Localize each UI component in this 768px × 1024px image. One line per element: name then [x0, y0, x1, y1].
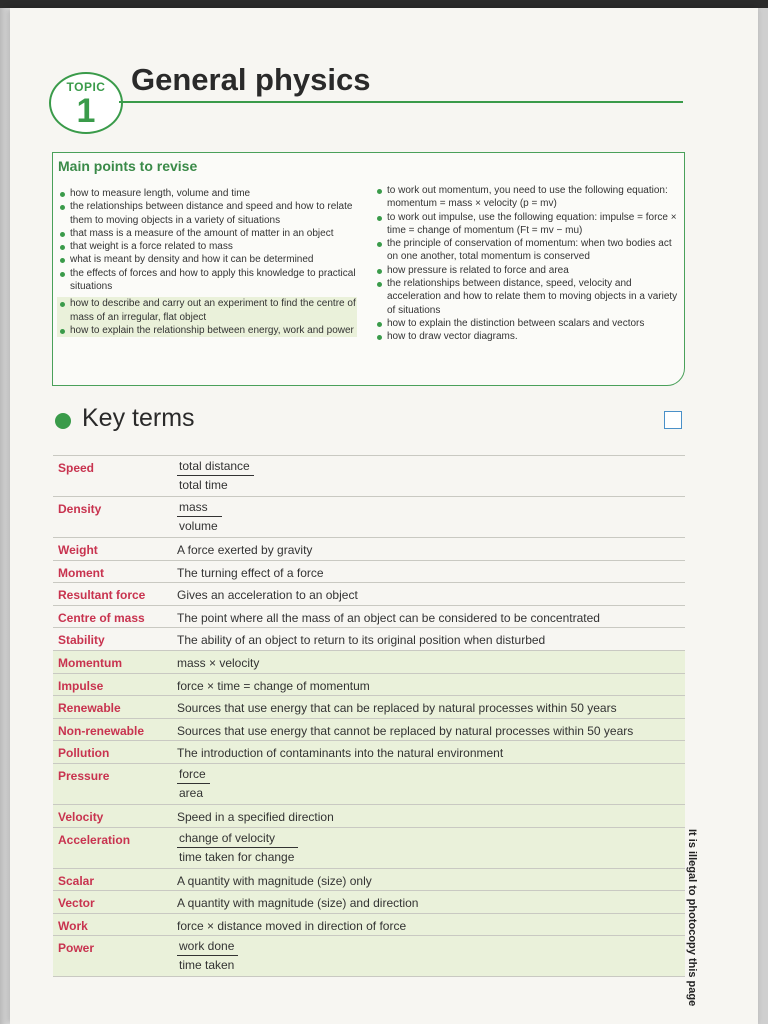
key-terms-table: [53, 455, 685, 977]
key-term-row: [53, 891, 685, 914]
copyright-side-note: It is illegal to photocopy this page: [686, 829, 698, 1007]
main-point: how to measure length, volume and time: [57, 187, 357, 200]
main-point: the effects of forces and how to apply this knowledge to practical situations: [57, 267, 357, 294]
fraction-denominator: total time: [179, 478, 228, 492]
fraction-denominator: time taken: [179, 958, 235, 973]
key-term-definition: Speed in a specified direction: [177, 809, 334, 824]
key-term-name: Velocity: [58, 809, 104, 824]
main-points-left-list: [57, 187, 357, 337]
key-term-definition: A force exerted by gravity: [177, 543, 313, 557]
key-term-name: Non-renewable: [58, 723, 145, 738]
key-term-name: Density: [58, 502, 102, 516]
key-term-row: [53, 696, 685, 719]
key-term-row: [53, 914, 685, 937]
fraction-numerator: change of velocity: [177, 831, 298, 848]
key-term-definition: mass × velocity: [177, 655, 260, 670]
fraction-denominator: volume: [179, 519, 218, 533]
key-term-name: Vector: [58, 896, 95, 911]
key-term-definition: force × time = change of momentum: [177, 678, 370, 693]
fraction-numerator: mass: [177, 500, 222, 517]
key-term-fraction: [177, 767, 210, 800]
main-point: how to explain the distinction between scalars and vectors: [374, 317, 680, 330]
main-point: how pressure is related to force and area: [374, 264, 680, 277]
key-term-row: [53, 828, 685, 869]
page-edge: [0, 0, 10, 1024]
topic-number: 1: [76, 92, 96, 130]
key-term-row: [53, 606, 685, 629]
chapter-title: General physics: [131, 62, 371, 97]
key-term-definition: The turning effect of a force: [177, 565, 324, 580]
main-point: how to draw vector diagrams.: [374, 330, 680, 343]
topic-badge: [49, 72, 123, 134]
key-term-name: Work: [58, 918, 88, 933]
key-term-row: [53, 455, 685, 497]
key-term-row: [53, 497, 685, 538]
main-point: the relationships between distance and speed and how to relate them to moving objects in a variety of situations: [57, 200, 357, 227]
main-point: to work out impulse, use the following equation: impulse = force × time = change of momentum (Ft = mv − mu): [374, 211, 680, 238]
key-term-name: Renewable: [58, 701, 121, 716]
top-edge: [0, 0, 768, 8]
key-term-name: Resultant force: [58, 588, 146, 603]
topic-label: TOPIC: [66, 80, 106, 94]
fraction-denominator: area: [179, 785, 204, 800]
key-term-name: Centre of mass: [58, 610, 145, 625]
key-term-row: [53, 719, 685, 742]
key-term-row: [53, 583, 685, 606]
main-points-box: [52, 152, 685, 386]
key-term-name: Power: [58, 941, 95, 956]
key-term-definition: A quantity with magnitude (size) and direction: [177, 896, 419, 911]
key-term-fraction: [177, 459, 254, 492]
key-term-name: Impulse: [58, 678, 104, 693]
key-term-row: [53, 764, 685, 805]
key-term-row: [53, 805, 685, 828]
key-term-name: Pollution: [58, 746, 110, 761]
key-term-definition: force × distance moved in direction of force: [177, 918, 407, 933]
key-term-row: [53, 936, 685, 977]
main-point-extended: how to explain the relationship between energy, work and power: [57, 324, 357, 337]
key-term-name: Speed: [58, 461, 95, 475]
fraction-numerator: force: [177, 767, 210, 784]
main-point: what is meant by density and how it can be determined: [57, 253, 357, 266]
main-point: to work out momentum, you need to use the following equation: momentum = mass × velocity (p = mv): [374, 184, 680, 211]
main-point: the principle of conservation of momentum: when two bodies act on one another, total momentum is conserved: [374, 237, 680, 264]
key-term-name: Pressure: [58, 768, 110, 783]
main-point: that weight is a force related to mass: [57, 240, 357, 253]
key-term-definition: Sources that use energy that can be replaced by natural processes within 50 years: [177, 701, 617, 716]
key-terms-heading: Key terms: [82, 404, 195, 432]
fraction-numerator: work done: [177, 939, 238, 956]
key-term-definition: The point where all the mass of an object can be considered to be concentrated: [177, 610, 600, 625]
key-term-row: [53, 869, 685, 892]
key-term-row: [53, 741, 685, 764]
key-term-row: [53, 651, 685, 674]
key-term-name: Stability: [58, 633, 105, 648]
main-point-extended: how to describe and carry out an experiment to find the centre of mass of an irregular, flat object: [57, 297, 357, 324]
key-term-fraction: [177, 831, 298, 864]
key-term-name: Scalar: [58, 873, 95, 888]
key-term-definition: Sources that use energy that cannot be replaced by natural processes within 50 years: [177, 723, 634, 738]
extended-points-band: [57, 297, 357, 337]
fraction-numerator: total distance: [177, 459, 254, 476]
key-term-name: Acceleration: [58, 832, 131, 847]
key-term-name: Momentum: [58, 655, 122, 670]
key-term-fraction: [177, 939, 238, 972]
key-terms-bullet-icon: [55, 413, 71, 429]
key-term-definition: The introduction of contaminants into the natural environment: [177, 746, 504, 761]
main-points-right-list: [374, 184, 680, 344]
key-term-row: [53, 538, 685, 561]
key-term-name: Moment: [58, 565, 104, 580]
key-term-row: [53, 674, 685, 697]
key-term-row: [53, 561, 685, 584]
key-term-definition: The ability of an object to return to its original position when disturbed: [177, 633, 546, 648]
key-term-definition: Gives an acceleration to an object: [177, 588, 358, 603]
checkbox-icon[interactable]: [664, 411, 682, 429]
title-rule: [119, 101, 683, 103]
fraction-denominator: time taken for change: [179, 849, 295, 864]
main-point: that mass is a measure of the amount of matter in an object: [57, 227, 357, 240]
key-term-row: [53, 628, 685, 651]
main-points-heading: Main points to revise: [58, 158, 198, 174]
main-point: the relationships between distance, speed, velocity and acceleration and how to relate them to moving objects in a variety of situations: [374, 277, 680, 317]
key-term-fraction: [177, 500, 222, 533]
key-term-definition: A quantity with magnitude (size) only: [177, 873, 372, 888]
key-term-name: Weight: [58, 543, 98, 557]
